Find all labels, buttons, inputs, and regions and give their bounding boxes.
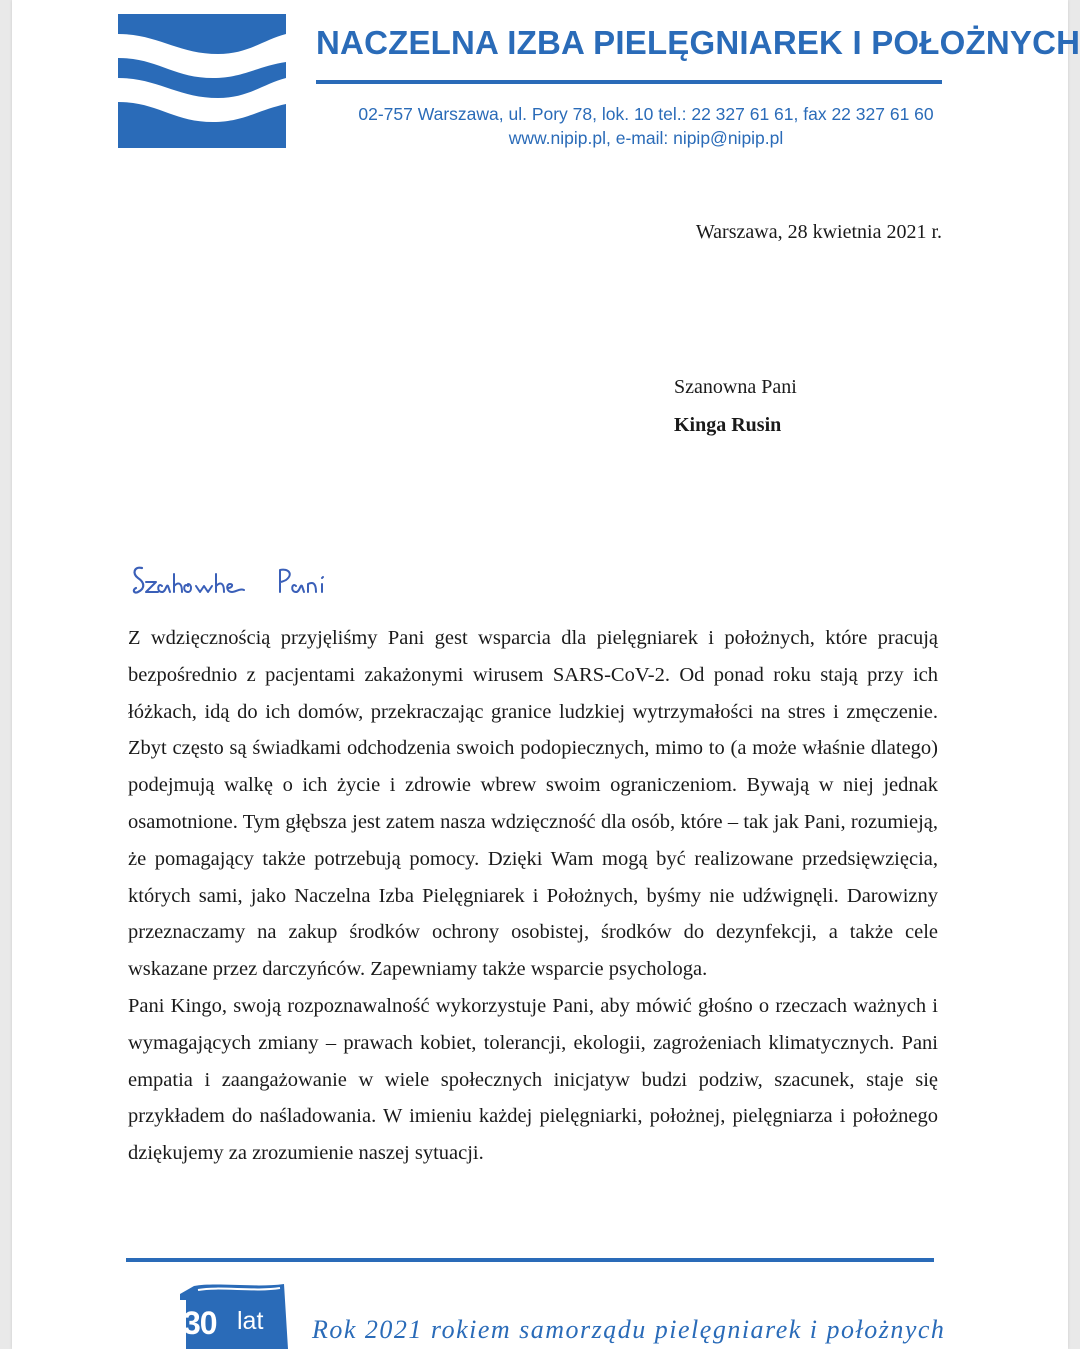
- letter-date: Warszawa, 28 kwietnia 2021 r.: [695, 221, 942, 243]
- badge-unit: lat: [237, 1307, 264, 1335]
- header-divider: [316, 80, 942, 84]
- address-line: 02-757 Warszawa, ul. Pory 78, lok. 10 tel.: 22 327 61 61, fax 22 327 61 60: [358, 104, 934, 124]
- letter-body: [128, 620, 938, 1172]
- nipip-logo-icon: [118, 14, 286, 148]
- contact-block: [316, 102, 976, 150]
- recipient-name: Kinga Rusin: [674, 414, 782, 436]
- web-email-line: www.nipip.pl, e-mail: nipip@nipip.pl: [508, 128, 784, 148]
- recipient-salutation: Szanowna Pani: [674, 376, 797, 398]
- handwritten-greeting-signature: [130, 560, 410, 600]
- footer-motto: Rok 2021 rokiem samorządu pielęgniarek i położnych: [312, 1315, 946, 1344]
- body-paragraph-1: Z wdzięcznością przyjęliśmy Pani gest wsparcia dla pielęgniarek i położnych, które pracują bezpośrednio z pacjentami zakażonymi wirusem SARS-CoV-2. Od ponad roku stają przy ich łóżkach, idą do ich domów, przekraczając granice ludzkiej wytrzymałości na stres i zmęczenie. Zbyt często są świadkami odchodzenia swoich podopiecznych, mimo to (a może właśnie dlatego) podejmują walkę o ich życie i zdrowie wbrew swoim ograniczeniom. Bywają w niej jednak osamotnione. Tym głębsza jest zatem nasza wdzięczność dla osób, które – tak jak Pani, rozumieją, że pomagający także potrzebują pomocy. Dzięki Wam mogą być realizowane przedsięwzięcia, których sami, jako Naczelna Izba Pielęgniarek i Położnych, byśmy nie udźwignęli. Darowizny przeznaczamy na zakup środków ochrony osobistej, środków do dezynfekcji, a także cele wskazane przez darczyńców. Zapewniamy także wsparcie psychologa.: [128, 627, 938, 981]
- footer-divider: [126, 1258, 934, 1262]
- recipient-block: [674, 368, 797, 444]
- organization-name: NACZELNA IZBA PIELĘGNIAREK I POŁOŻNYCH: [316, 24, 1080, 61]
- badge-number: 30: [183, 1305, 217, 1341]
- body-paragraph-2: Pani Kingo, swoją rozpoznawalność wykorzystuje Pani, aby mówić głośno o rzeczach ważnych i wymagających zmiany – prawach kobiet, tolerancji, ekologii, zagrożeniach klimatycznych. Pani empatia i zaangażowanie w wiele społecznych inicjatyw budzi podziw, szacunek, staje się przykładem do naśladowania. W imieniu każdej pielęgniarki, położnej, pielęgniarza i położnego dziękujemy za zrozumienie naszej sytuacji.: [128, 994, 938, 1165]
